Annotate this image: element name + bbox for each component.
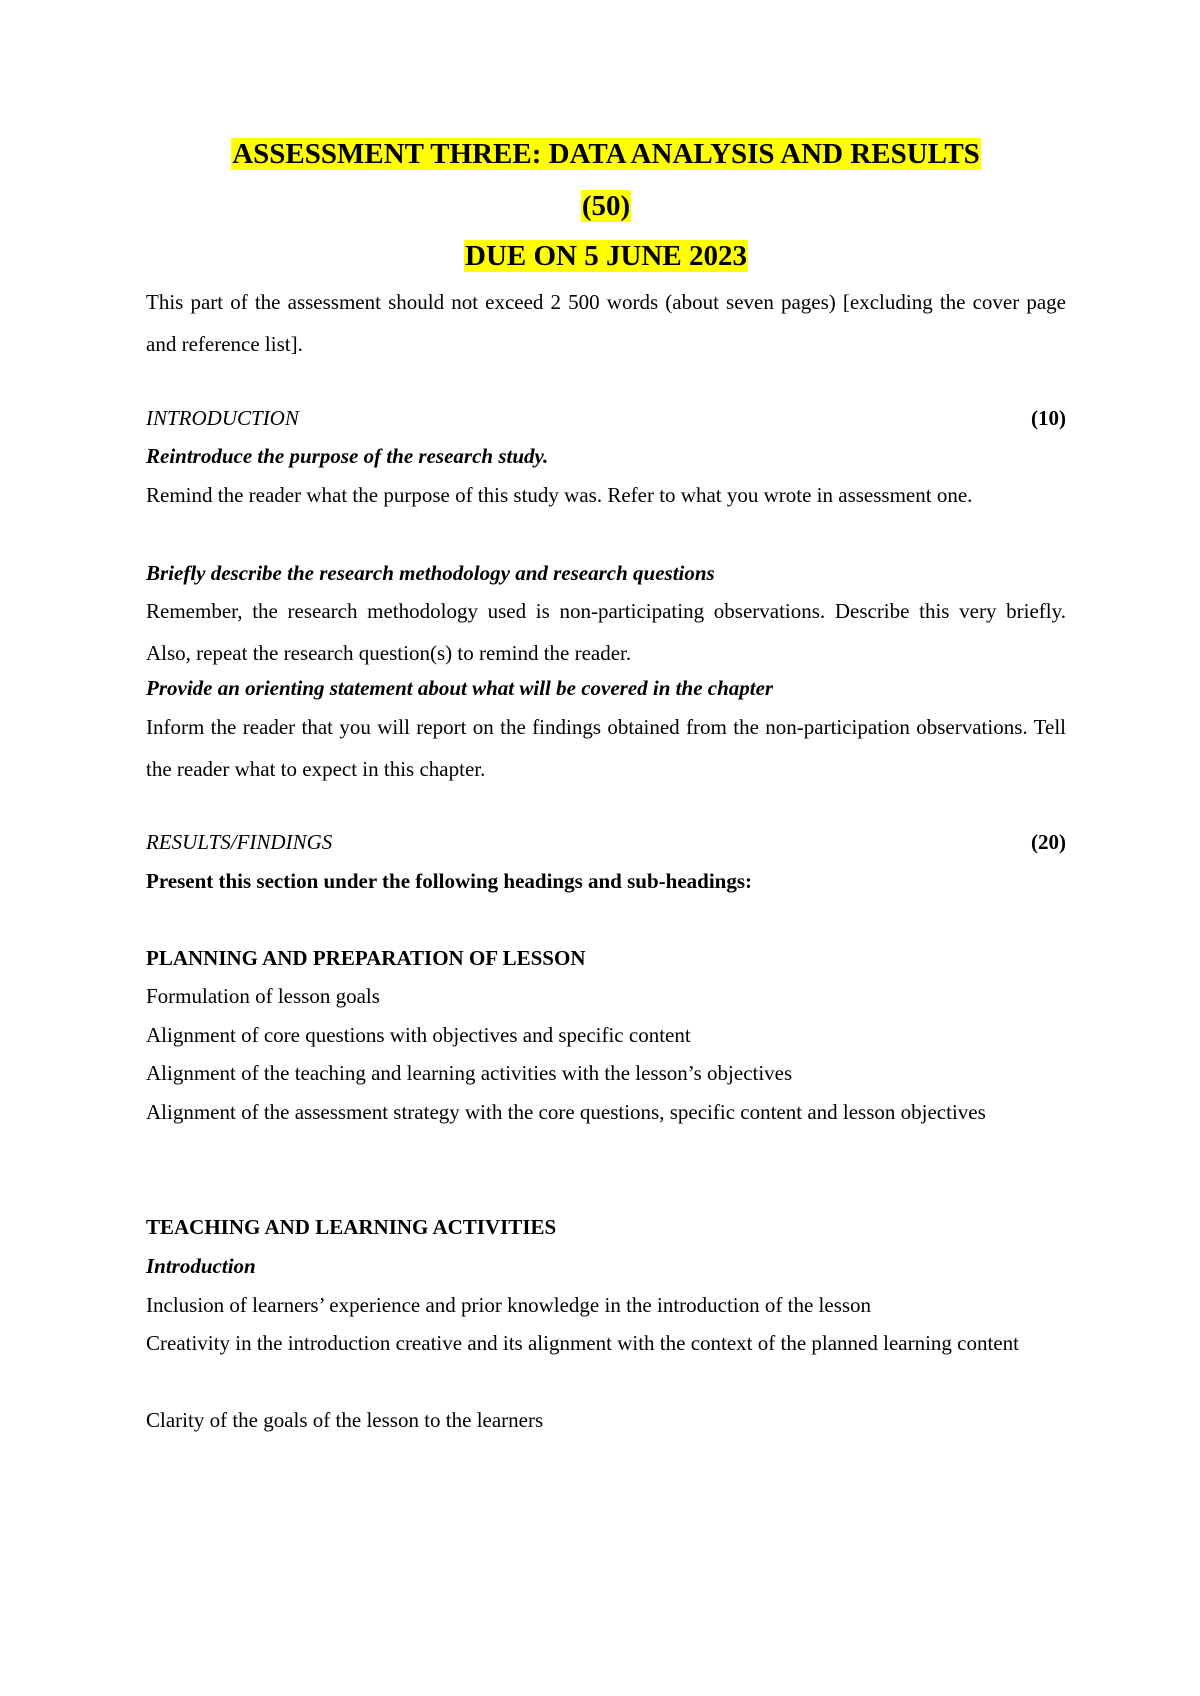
introduction-sub-purpose: Reintroduce the purpose of the research study. xyxy=(146,444,549,468)
teaching-item: Creativity in the introduction creative and its alignment with the context of the planned learning content xyxy=(146,1331,1019,1355)
results-heading: RESULTS/FINDINGS xyxy=(146,830,333,854)
title-line-2 xyxy=(146,188,1066,224)
planning-item: Alignment of core questions with objectives and specific content xyxy=(146,1023,691,1047)
introduction-text-methodology: Remember, the research methodology used is non-participating observations. Describe this very briefly. Also, repeat the research question(s) to remind the reader. xyxy=(146,599,1066,665)
teaching-sub-introduction: Introduction xyxy=(146,1254,256,1278)
introduction-sub-orienting: Provide an orienting statement about what will be covered in the chapter xyxy=(146,676,774,700)
introduction-heading: INTRODUCTION xyxy=(146,406,299,430)
planning-item: Formulation of lesson goals xyxy=(146,984,380,1008)
planning-heading: PLANNING AND PREPARATION OF LESSON xyxy=(146,946,586,970)
planning-item: Alignment of the assessment strategy with the core questions, specific content and lesson objectives xyxy=(146,1100,986,1124)
teaching-heading: TEACHING AND LEARNING ACTIVITIES xyxy=(146,1215,557,1239)
results-heading-row xyxy=(146,821,1066,863)
title-total-marks: (50) xyxy=(581,190,631,222)
title-due-date: DUE ON 5 JUNE 2023 xyxy=(465,240,747,272)
introduction-text-purpose: Remind the reader what the purpose of this study was. Refer to what you wrote in assessment one. xyxy=(146,483,973,507)
introduction-marks: (10) xyxy=(1031,406,1066,430)
results-marks: (20) xyxy=(1031,830,1066,854)
title-line-3 xyxy=(146,238,1066,274)
title-line-1 xyxy=(146,136,1066,172)
results-instruction: Present this section under the following headings and sub-headings: xyxy=(146,869,752,893)
introduction-heading-row xyxy=(146,397,1066,439)
title-main: ASSESSMENT THREE: DATA ANALYSIS AND RESULTS xyxy=(232,138,980,170)
teaching-item: Inclusion of learners’ experience and prior knowledge in the introduction of the lesson xyxy=(146,1293,872,1317)
planning-item: Alignment of the teaching and learning activities with the lesson’s objectives xyxy=(146,1061,793,1085)
introduction-sub-methodology: Briefly describe the research methodology and research questions xyxy=(146,561,715,585)
introduction-text-orienting: Inform the reader that you will report on the findings obtained from the non-participation observations. Tell the reader what to expect in this chapter. xyxy=(146,715,1066,781)
word-limit-paragraph: This part of the assessment should not exceed 2 500 words (about seven pages) [excluding the cover page and reference list]. xyxy=(146,290,1066,356)
teaching-item: Clarity of the goals of the lesson to the learners xyxy=(146,1408,544,1432)
